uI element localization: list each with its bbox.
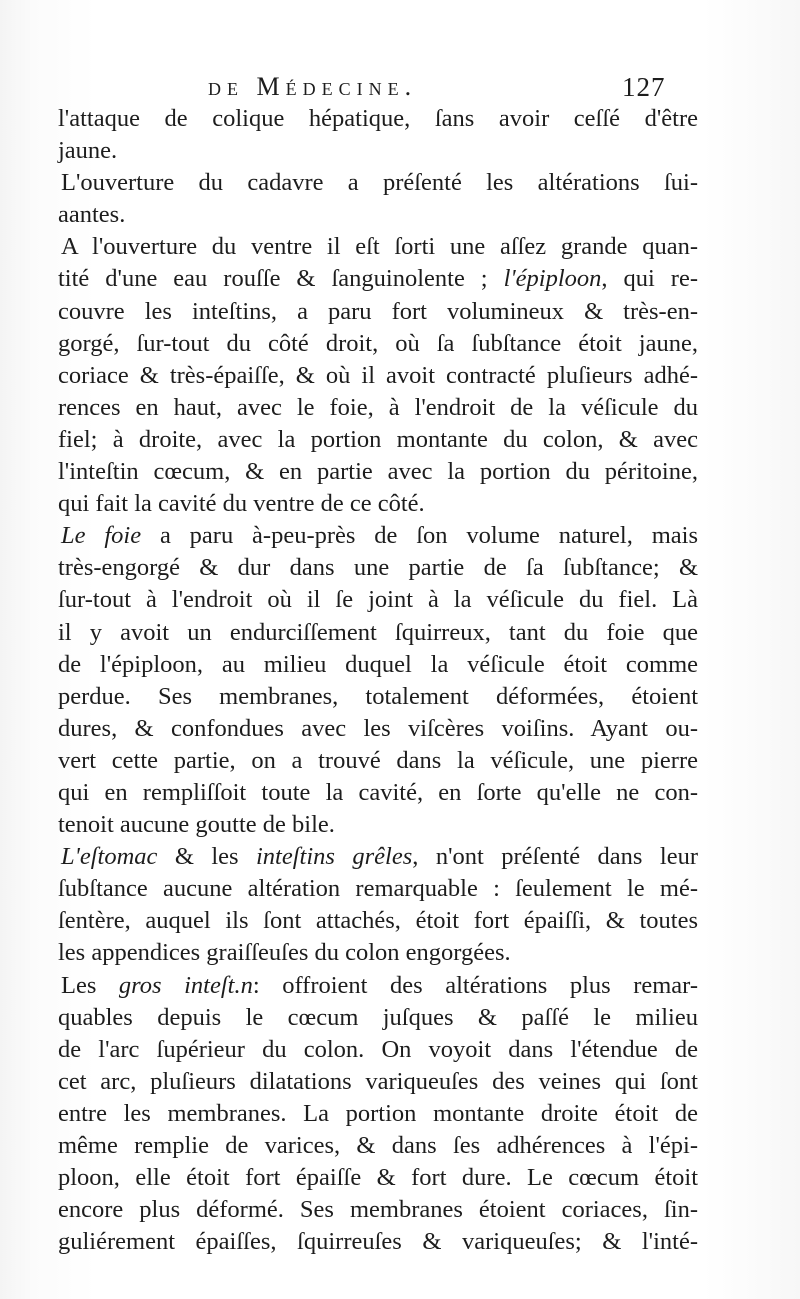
text-segment: tenoit aucune goutte de bile. <box>58 811 335 839</box>
text-segment: entre les membranes. La portion montante droite étoit de <box>58 1099 698 1127</box>
text-segment: de l'arc ſupérieur du colon. On voyoit dans l'étendue de <box>58 1035 698 1063</box>
text-segment: aantes. <box>58 201 126 229</box>
text-line <box>58 135 698 167</box>
text-segment: ſentère, auquel ils ſont attachés, étoit fort épaiſſi, & toutes <box>58 907 698 935</box>
text-segment: guliérement épaiſſes, ſquirreuſes & variqueuſes; & l'inté- <box>58 1228 698 1256</box>
text-line <box>58 488 698 520</box>
text-line <box>58 199 698 231</box>
text-line <box>58 809 698 841</box>
text-segment: de l'épiploon, au milieu duquel la véſicule étoit comme <box>58 650 698 678</box>
text-line <box>58 1162 698 1194</box>
text-line <box>58 456 698 488</box>
text-segment: fiel; à droite, avec la portion montante du colon, & avec <box>58 425 698 453</box>
text-segment: rences en haut, avec le foie, à l'endroit de la véſicule du <box>58 393 698 421</box>
running-head: de Médecine. <box>208 72 418 101</box>
page-number: 127 <box>622 72 666 102</box>
italic-term: L'eſtomac <box>61 843 158 871</box>
body-text <box>58 103 698 1258</box>
text-line <box>58 873 698 905</box>
text-segment: les appendices graiſſeuſes du colon engorgées. <box>58 939 511 967</box>
text-line <box>58 103 698 135</box>
text-line <box>58 745 698 777</box>
text-segment: il y avoit un endurciſſement ſquirreux, tant du foie que <box>58 618 698 646</box>
text-segment: jaune. <box>58 137 118 165</box>
text-line <box>58 392 698 424</box>
text-line <box>58 584 698 616</box>
text-line <box>58 777 698 809</box>
text-line <box>58 1130 698 1162</box>
text-segment: ploon, elle étoit fort épaiſſe & fort dure. Le cœcum étoit <box>58 1164 698 1192</box>
text-line <box>58 937 698 969</box>
text-line <box>58 1194 698 1226</box>
page-header <box>0 66 800 106</box>
text-segment: , n'ont préſenté dans leur <box>412 843 698 871</box>
text-line <box>58 167 698 199</box>
text-line <box>58 1034 698 1066</box>
text-line <box>58 617 698 649</box>
text-line <box>58 552 698 584</box>
text-segment: cet arc, pluſieurs dilatations variqueuſes des veines qui ſont <box>58 1067 698 1095</box>
text-line <box>58 970 698 1002</box>
text-segment: encore plus déformé. Ses membranes étoient coriaces, ſin- <box>58 1196 698 1224</box>
text-segment: L'ouverture du cadavre a préſenté les altérations ſui- <box>61 169 698 197</box>
text-line <box>58 841 698 873</box>
text-line <box>58 263 698 295</box>
text-segment: Les <box>61 971 119 999</box>
text-line <box>58 520 698 552</box>
text-line <box>58 296 698 328</box>
text-line <box>58 649 698 681</box>
text-segment: perdue. Ses membranes, totalement déformées, étoient <box>58 682 698 710</box>
text-line <box>58 1066 698 1098</box>
text-segment: couvre les inteſtins, a paru fort volumineux & très-en- <box>58 297 698 325</box>
text-segment: même remplie de varices, & dans ſes adhérences à l'épi- <box>58 1132 698 1159</box>
text-line <box>58 1002 698 1034</box>
text-segment: ſur-tout à l'endroit où il ſe joint à la véſicule du fiel. Là <box>58 586 698 614</box>
text-segment: l'inteſtin cœcum, & en partie avec la portion du péritoine, <box>58 458 698 486</box>
text-line <box>58 424 698 456</box>
text-segment: l'attaque de colique hépatique, ſans avoir ceſſé d'être <box>58 105 698 132</box>
text-segment: qui en rempliſſoit toute la cavité, en ſorte qu'elle ne con- <box>58 778 698 806</box>
text-line <box>58 713 698 745</box>
text-line <box>58 905 698 937</box>
italic-term: l'épiploon <box>503 265 602 293</box>
text-segment: quables depuis le cœcum juſques & paſſé le milieu <box>58 1003 698 1031</box>
text-segment: A l'ouverture du ventre il eſt ſorti une aſſez grande quan- <box>61 233 698 261</box>
text-line <box>58 1098 698 1130</box>
text-segment: vert cette partie, on a trouvé dans la véſicule, une pierre <box>58 746 698 774</box>
italic-term: gros inteſt.n <box>118 971 253 999</box>
text-line <box>58 328 698 360</box>
text-segment: très-engorgé & dur dans une partie de ſa ſubſtance; & <box>58 554 698 582</box>
text-segment: ſubſtance aucune altération remarquable : ſeulement le mé- <box>58 875 698 903</box>
text-line <box>58 1226 698 1258</box>
text-line <box>58 681 698 713</box>
italic-term: Le foie <box>61 522 142 550</box>
text-line <box>58 231 698 263</box>
text-line <box>58 360 698 392</box>
italic-term: inteſtins grêles <box>256 843 413 871</box>
text-segment: dures, & confondues avec les viſcères voiſins. Ayant ou- <box>58 714 698 742</box>
text-segment: tité d'une eau rouſſe & ſanguinolente ; <box>58 265 504 293</box>
text-segment: gorgé, ſur-tout du côté droit, où ſa ſubſtance étoit jaune, <box>58 329 698 357</box>
text-segment: , qui re- <box>601 265 699 293</box>
text-segment: & les <box>157 843 256 871</box>
text-segment: a paru à-peu-près de ſon volume naturel, mais <box>141 522 698 550</box>
text-segment: : offroient des altérations plus remar- <box>252 971 698 999</box>
text-segment: coriace & très-épaiſſe, & où il avoit contracté pluſieurs adhé- <box>58 361 698 389</box>
text-segment: qui fait la cavité du ventre de ce côté. <box>58 490 425 518</box>
